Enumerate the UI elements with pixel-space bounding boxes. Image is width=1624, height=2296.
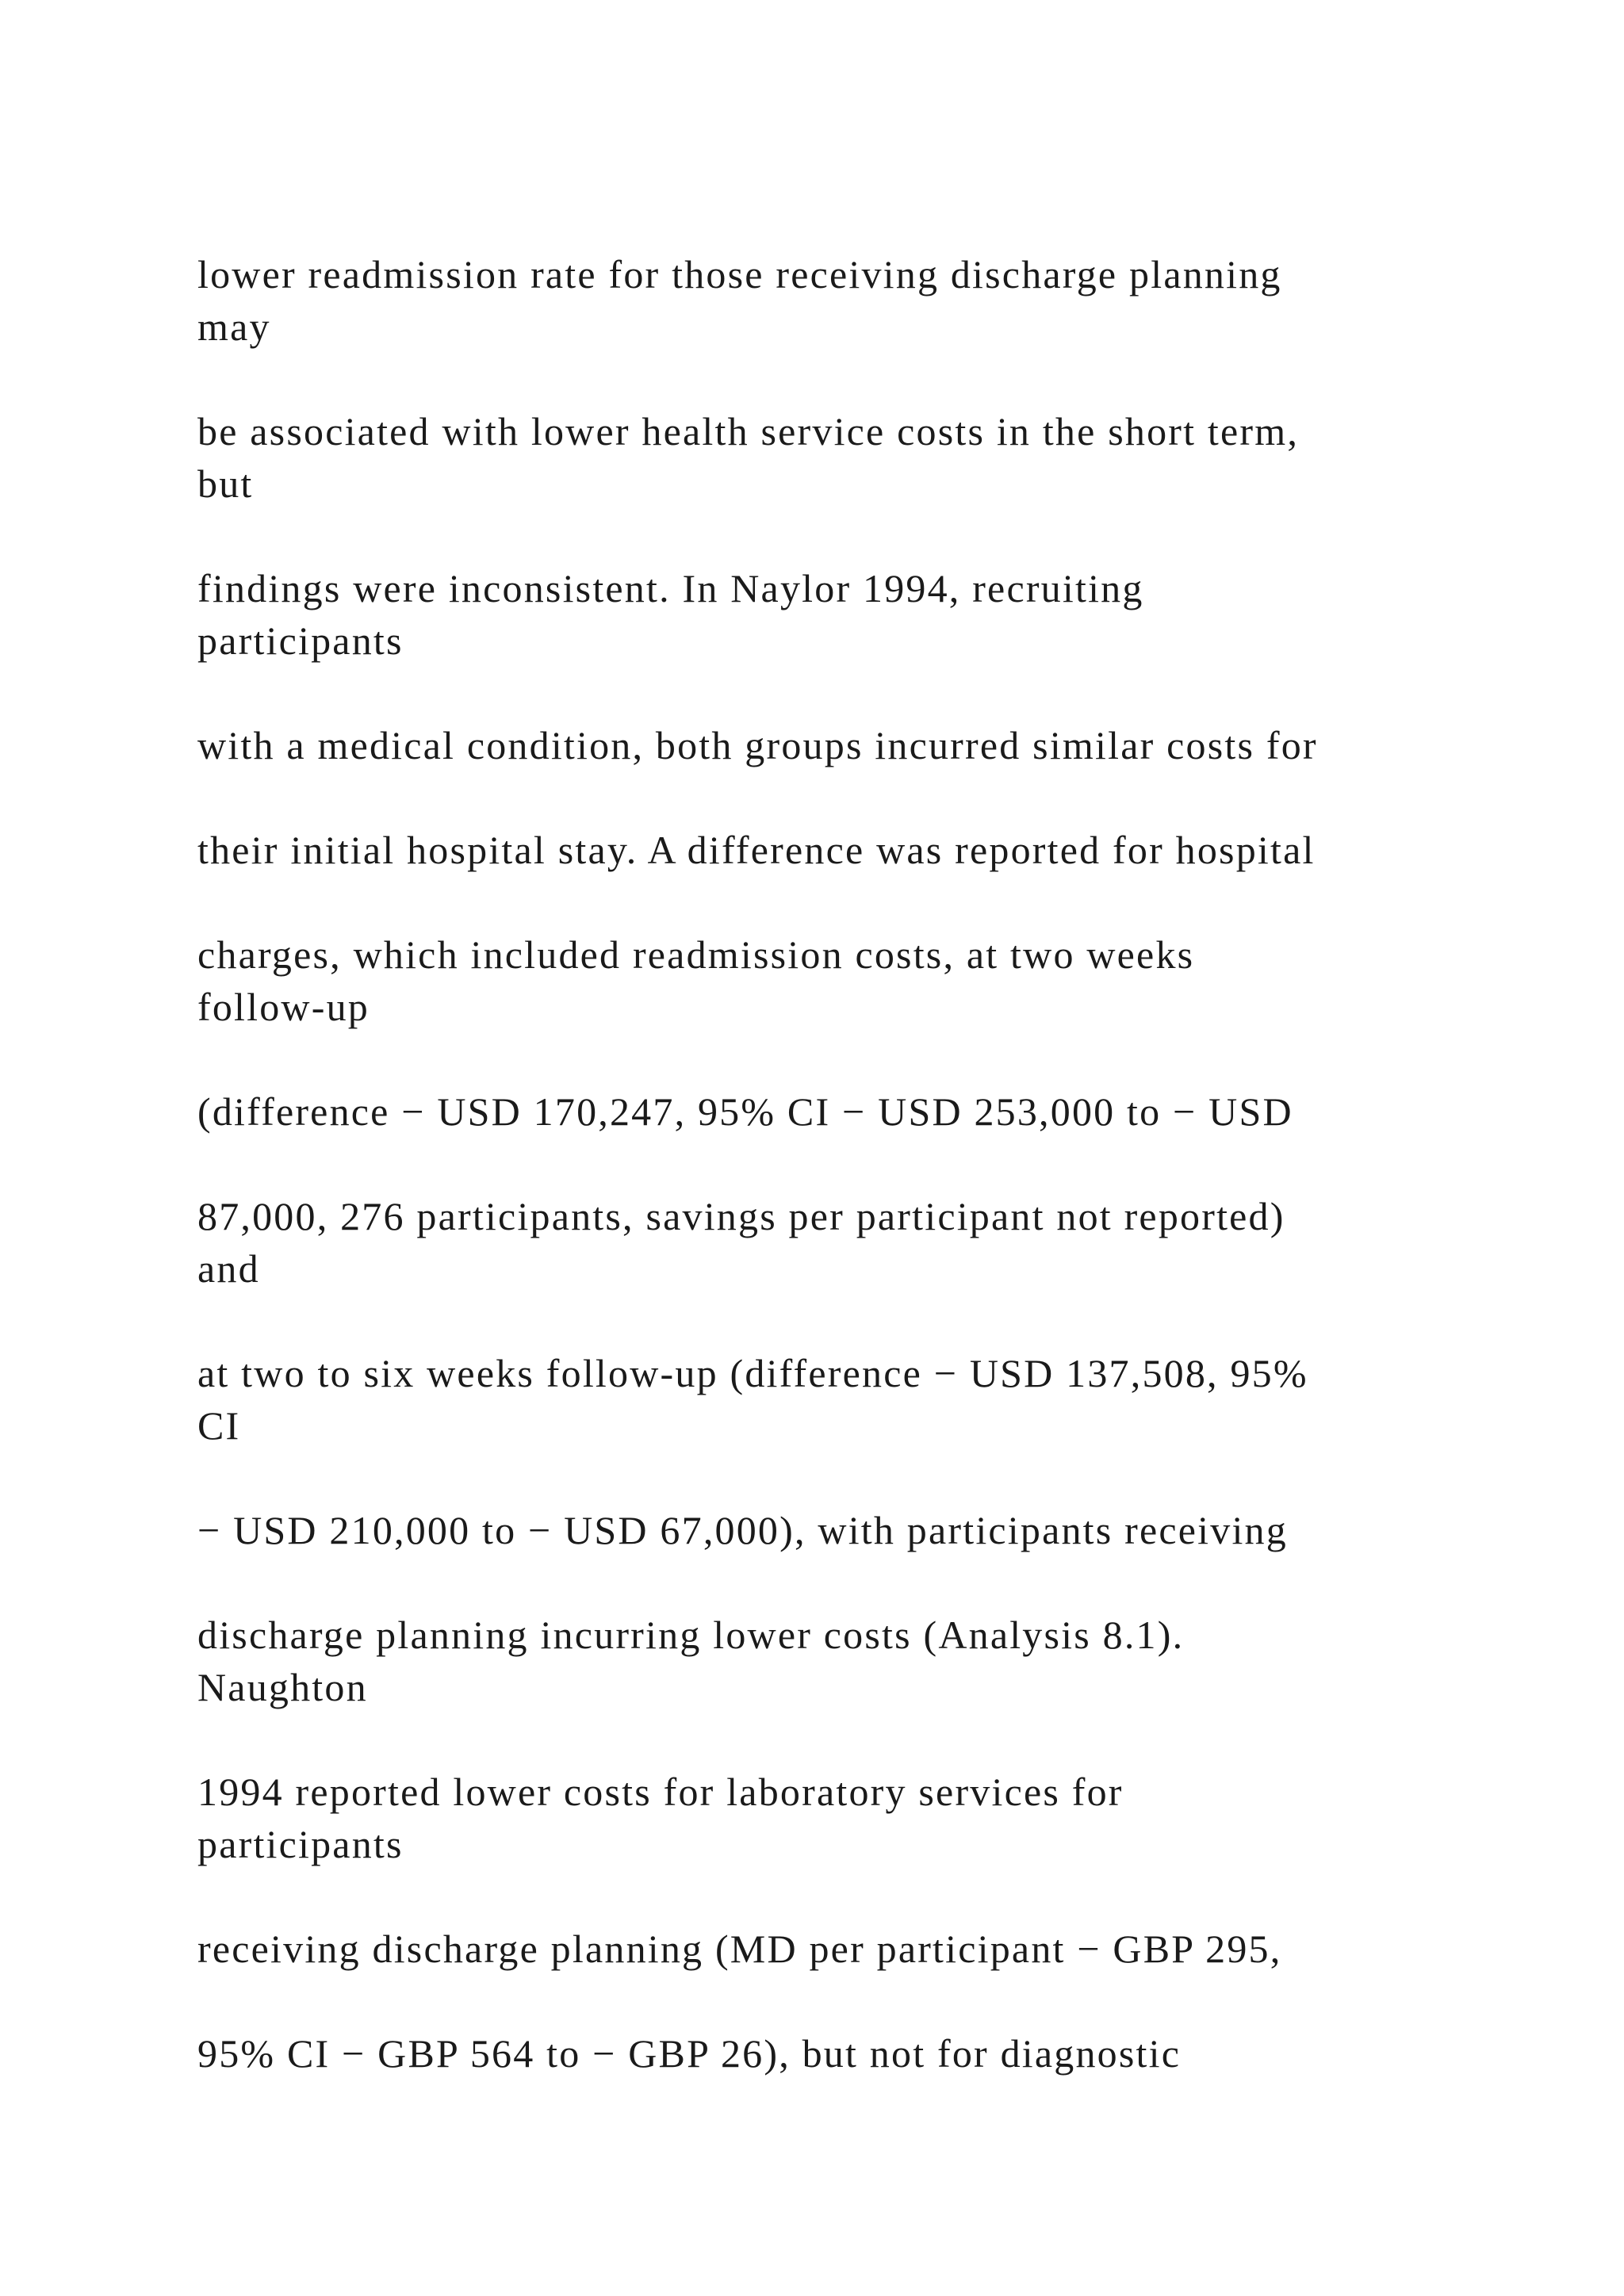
text-line: (difference − USD 170,247, 95% CI − USD 253,000 to − USD	[197, 1089, 1293, 1134]
text-line: findings were inconsistent. In Naylor 1994, recruiting	[197, 566, 1144, 610]
text-line: participants	[197, 618, 404, 663]
paragraph	[197, 248, 1466, 353]
text-line: at two to six weeks follow-up (difference − USD 137,508, 95%	[197, 1351, 1308, 1395]
text-line: but	[197, 461, 254, 506]
paragraph	[197, 1347, 1466, 1452]
text-line: 1994 reported lower costs for laboratory services for	[197, 1770, 1124, 1814]
text-line: discharge planning incurring lower costs (Analysis 8.1).	[197, 1613, 1185, 1657]
paragraph	[197, 1190, 1466, 1295]
text-line: and	[197, 1246, 260, 1291]
text-line: their initial hospital stay. A difference was reported for hospital	[197, 828, 1316, 872]
text-line: may	[197, 304, 271, 349]
paragraph	[197, 1504, 1466, 1556]
text-line: 95% CI − GBP 564 to − GBP 26), but not for diagnostic	[197, 2031, 1182, 2076]
text-line: Naughton	[197, 1665, 368, 1709]
text-line: with a medical condition, both groups incurred similar costs for	[197, 723, 1318, 767]
text-line: charges, which included readmission costs, at two weeks	[197, 932, 1195, 977]
text-line: receiving discharge planning (MD per participant − GBP 295,	[197, 1927, 1282, 1971]
text-line: − USD 210,000 to − USD 67,000), with participants receiving	[197, 1508, 1288, 1552]
paragraph	[197, 824, 1466, 876]
paragraph	[197, 562, 1466, 667]
paragraph	[197, 1766, 1466, 1870]
paragraph	[197, 719, 1466, 771]
text-line: CI	[197, 1403, 241, 1448]
paragraph	[197, 1609, 1466, 1713]
paragraph	[197, 405, 1466, 510]
text-line: lower readmission rate for those receiving discharge planning	[197, 252, 1282, 297]
text-line: follow-up	[197, 985, 370, 1029]
paragraph	[197, 1085, 1466, 1138]
text-line: 87,000, 276 participants, savings per participant not reported)	[197, 1194, 1285, 1238]
paragraph	[197, 928, 1466, 1033]
text-line: be associated with lower health service costs in the short term,	[197, 409, 1300, 453]
paragraph	[197, 1923, 1466, 1975]
paragraph	[197, 2027, 1466, 2080]
text-line: participants	[197, 1822, 404, 1866]
